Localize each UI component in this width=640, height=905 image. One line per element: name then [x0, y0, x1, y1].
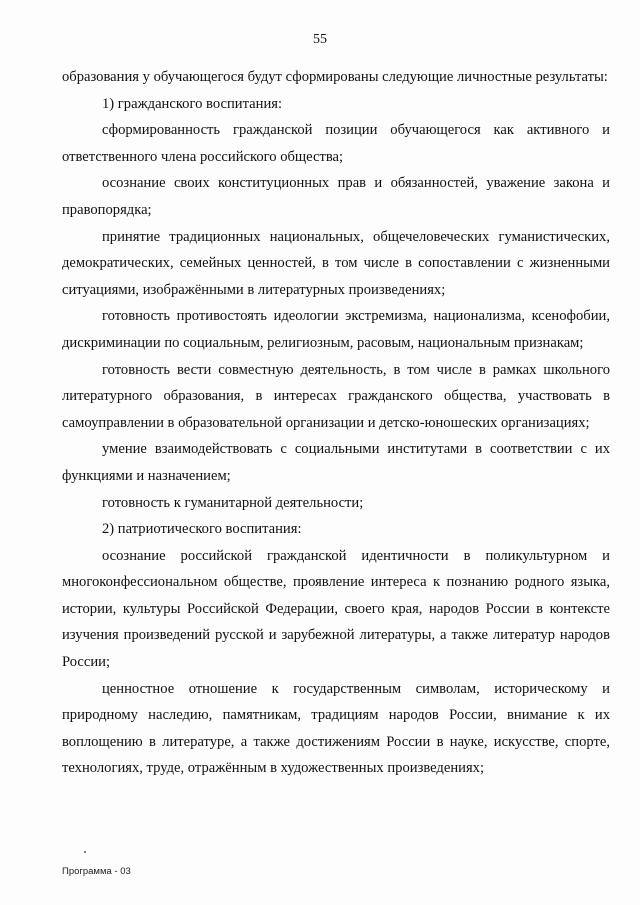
paragraph-humanitarian-activity: готовность к гуманитарной деятельности;	[102, 494, 364, 511]
footer-program-code: Программа - 03	[62, 866, 131, 877]
section-heading-civic: 1) гражданского воспитания:	[102, 95, 283, 112]
paragraph-intro: образования у обучающегося будут сформированы следующие личностные результаты:	[62, 69, 608, 85]
paragraph-traditional-values: принятие традиционных национальных, общечеловеческих гуманистических, демократических, семейных ценностей, в том числе в сопоставлении с жизненными ситуациями, изображёнными в литературных произведениях;	[62, 228, 610, 298]
body-text	[62, 64, 610, 782]
paragraph-constitutional-rights: осознание своих конституционных прав и обязанностей, уважение закона и правопорядка;	[62, 175, 610, 218]
page-number: 55	[313, 32, 327, 47]
paragraph-counter-extremism: готовность противостоять идеологии экстремизма, национализма, ксенофобии, дискриминации по социальным, религиозным, расовым, национальным признакам;	[62, 308, 610, 351]
paragraph-civic-position: сформированность гражданской позиции обучающегося как активного и ответственного члена российского общества;	[62, 122, 610, 165]
paragraph-civic-identity: осознание российской гражданской идентичности в поликультурном и многоконфессиональном обществе, проявление интереса к познанию родного языка, истории, культуры Российской Федерации, своего края, народов России в контексте изучения произведений русской и зарубежной литературы, а также литератур народов России;	[62, 547, 610, 671]
paragraph-social-institutions: умение взаимодействовать с социальными институтами в соответствии с их функциями и назначением;	[62, 441, 610, 484]
paragraph-joint-activity: готовность вести совместную деятельность, в том числе в рамках школьного литературного образования, в интересах гражданского общества, участвовать в самоуправлении в образовательной организации и детско-юношеских организациях;	[62, 361, 610, 431]
section-heading-patriotic: 2) патриотического воспитания:	[102, 521, 302, 538]
paragraph-state-symbols: ценностное отношение к государственным символам, историческому и природному наследию, памятникам, традициям народов России, внимание к их воплощению в литературе, а также достижениям России в науке, искусстве, спорте, технологиях, труде, отражённым в художественных произведениях;	[62, 680, 610, 777]
scan-speck	[84, 851, 86, 853]
